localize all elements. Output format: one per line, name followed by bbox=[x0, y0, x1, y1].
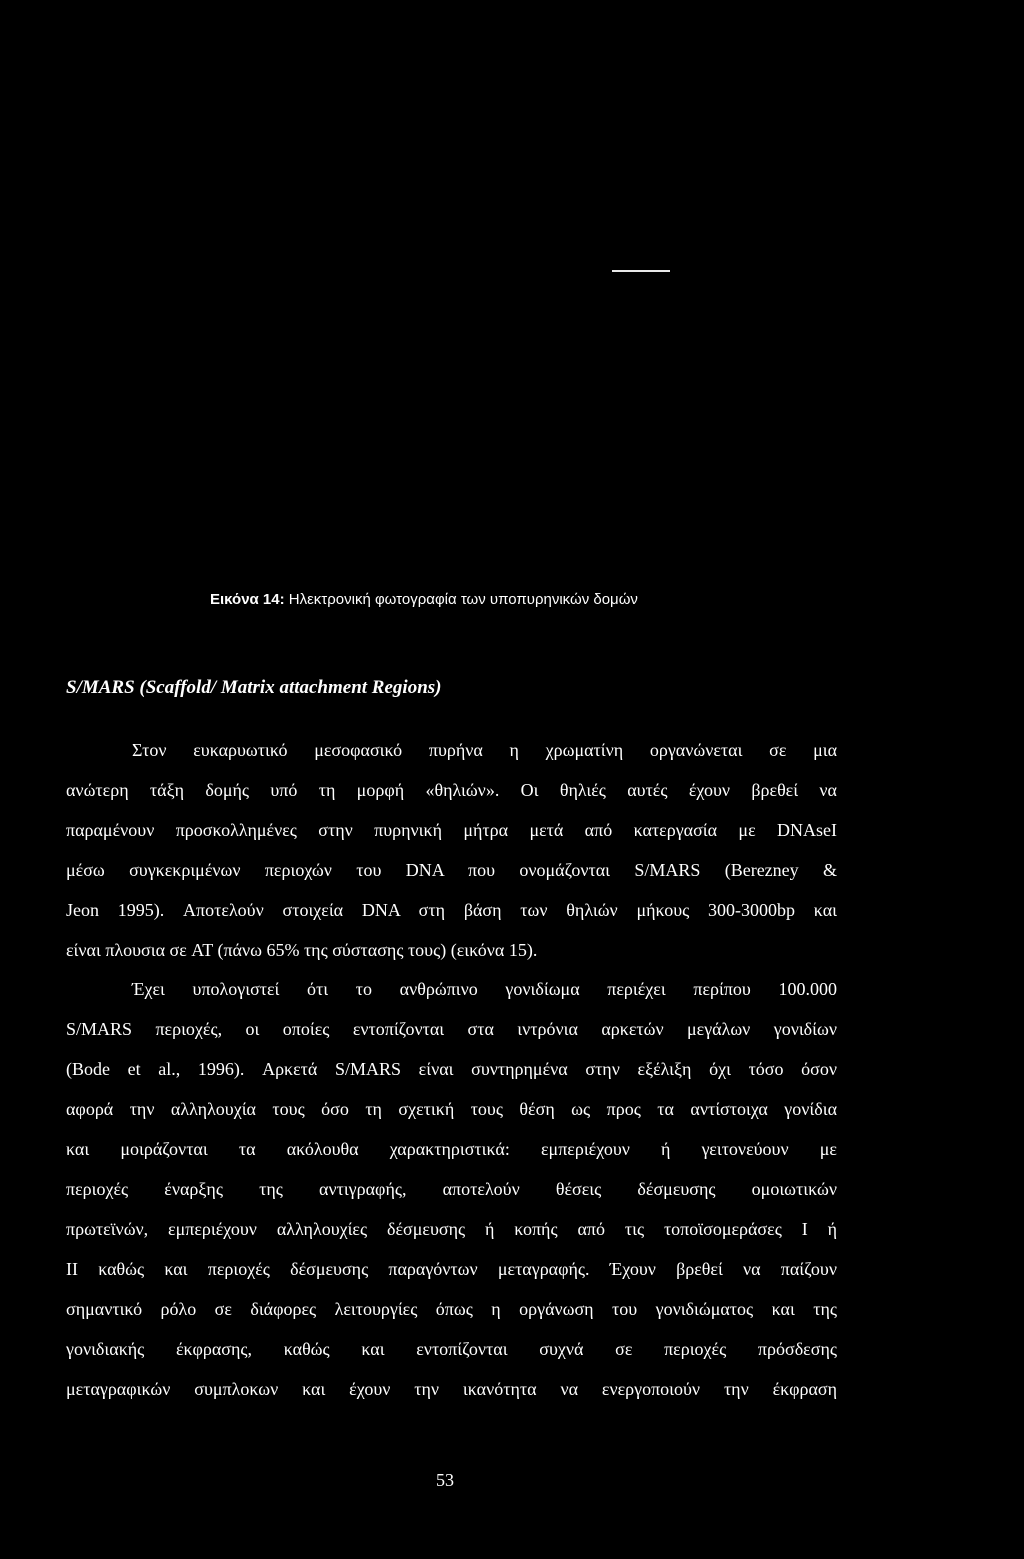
body-line: (Bode et al., 1996). Αρκετά S/MARS είναι συντηρημένα στην εξέλιξη όχι τόσο όσον bbox=[66, 1059, 837, 1079]
page-number: 53 bbox=[436, 1470, 454, 1490]
body-line: μέσω συγκεκριμένων περιοχών του DNA που ονομάζονται S/MARS (Berezney & bbox=[66, 860, 837, 880]
body-line: πρωτεϊνών, εμπεριέχουν αλληλουχίες δέσμευσης ή κοπής από τις τοποϊσομεράσες I ή bbox=[66, 1219, 837, 1239]
body-line: περιοχές έναρξης της αντιγραφής, αποτελούν θέσεις δέσμευσης ομοιωτικών bbox=[66, 1179, 837, 1199]
figure-caption bbox=[210, 591, 638, 608]
body-line: αφορά την αλληλουχία τους όσο τη σχετική τους θέση ως προς τα αντίστοιχα γονίδια bbox=[66, 1099, 837, 1119]
figure-caption-label: Εικόνα 14: bbox=[210, 591, 285, 608]
body-line: είναι πλουσια σε AT (πάνω 65% της σύστασης τους) (εικόνα 15). bbox=[66, 940, 538, 960]
body-line: παραμένουν προσκολλημένες στην πυρηνική μήτρα μετά από κατεργασία με DNAseI bbox=[66, 820, 837, 840]
body-line: ανώτερη τάξη δομής υπό τη μορφή «θηλιών». Οι θηλιές αυτές έχουν βρεθεί να bbox=[66, 780, 837, 800]
body-line: και μοιράζονται τα ακόλουθα χαρακτηριστικά: εμπεριέχουν ή γειτονεύουν με bbox=[66, 1139, 837, 1159]
figure-artifact-line bbox=[612, 270, 670, 272]
body-line: Jeon 1995). Αποτελούν στοιχεία DNA στη βάση των θηλιών μήκους 300-3000bp και bbox=[66, 900, 837, 920]
body-line: γονιδιακής έκφρασης, καθώς και εντοπίζονται συχνά σε περιοχές πρόσδεσης bbox=[66, 1339, 837, 1359]
body-line: σημαντικό ρόλο σε διάφορες λειτουργίες όπως η οργάνωση του γονιδιώματος και της bbox=[66, 1299, 837, 1319]
body-line: S/MARS περιοχές, οι οποίες εντοπίζονται στα ιντρόνια αρκετών μεγάλων γονιδίων bbox=[66, 1019, 837, 1039]
figure-caption-text: Ηλεκτρονική φωτογραφία των υποπυρηνικών δομών bbox=[284, 591, 638, 608]
body-line: μεταγραφικών συμπλοκων και έχουν την ικανότητα να ενεργοποιούν την έκφραση bbox=[66, 1379, 837, 1399]
body-line: Έχει υπολογιστεί ότι το ανθρώπινο γονιδίωμα περιέχει περίπου 100.000 bbox=[132, 979, 837, 999]
body-line: Στον ευκαρυωτικό μεσοφασικό πυρήνα η χρωματίνη οργανώνεται σε μια bbox=[132, 740, 837, 760]
body-line: II καθώς και περιοχές δέσμευσης παραγόντων μεταγραφής. Έχουν βρεθεί να παίζουν bbox=[66, 1259, 837, 1279]
section-heading: S/MARS (Scaffold/ Matrix attachment Regions) bbox=[66, 677, 442, 698]
